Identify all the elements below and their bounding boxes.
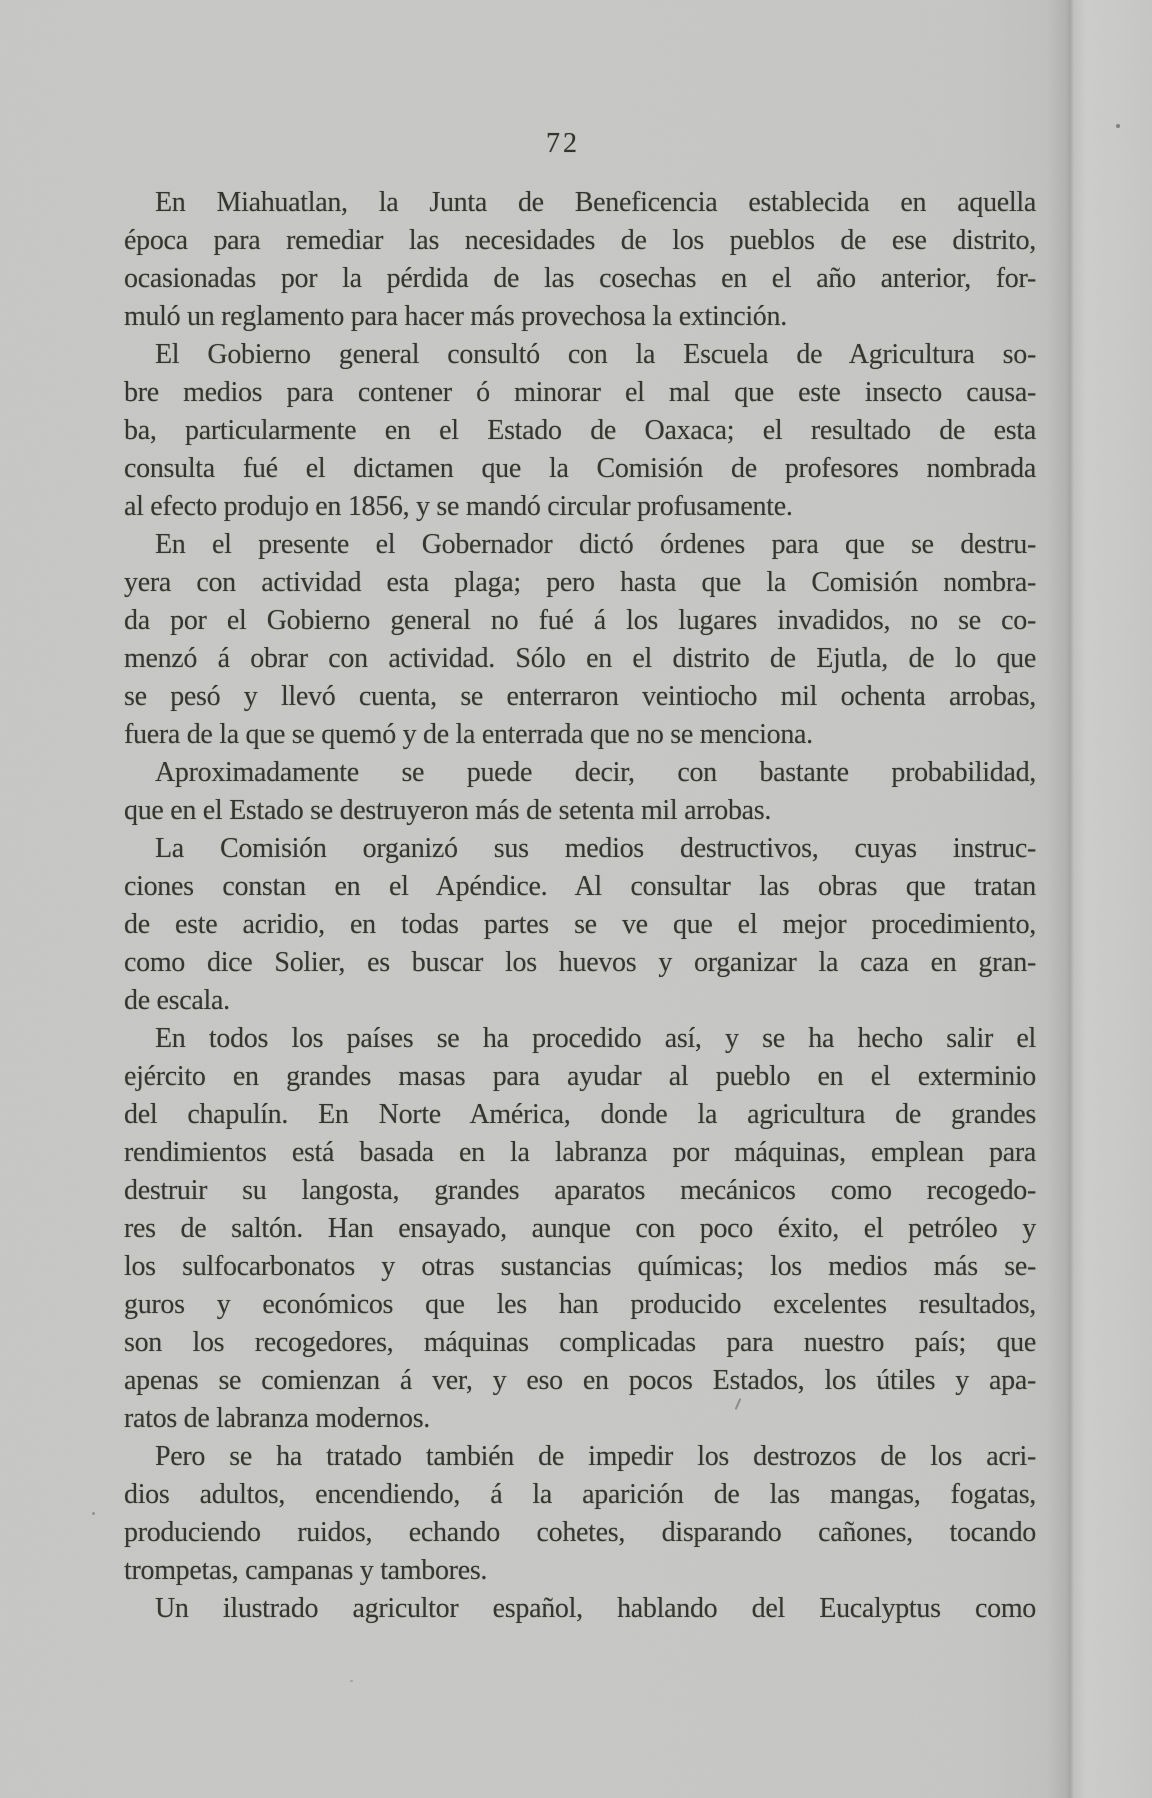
text-line: fuera de la que se quemó y de la enterrada que no se menciona. — [124, 719, 813, 750]
text-line: destruir su langosta, grandes aparatos mecánicos como recogedo- — [124, 1175, 1036, 1206]
text-line: Aproximadamente se puede decir, con bastante probabilidad, — [155, 757, 1036, 788]
text-line: muló un reglamento para hacer más provechosa la extinción. — [124, 301, 787, 332]
text-block — [124, 184, 1036, 1628]
text-line: consulta fué el dictamen que la Comisión de profesores nombrada — [124, 453, 1036, 484]
text-line: bre medios para contener ó minorar el mal que este insecto causa- — [124, 377, 1036, 408]
text-line: La Comisión organizó sus medios destructivos, cuyas instruc- — [155, 833, 1036, 864]
text-line: ciones constan en el Apéndice. Al consultar las obras que tratan — [124, 871, 1036, 902]
text-line: Pero se ha tratado también de impedir los destrozos de los acri- — [155, 1441, 1036, 1472]
text-line: da por el Gobierno general no fué á los lugares invadidos, no se co- — [124, 605, 1036, 636]
text-line: El Gobierno general consultó con la Escuela de Agricultura so- — [155, 339, 1036, 370]
text-line: como dice Solier, es buscar los huevos y organizar la caza en gran- — [124, 947, 1036, 978]
text-line: ratos de labranza modernos. — [124, 1403, 430, 1434]
text-line: apenas se comienzan á ver, y eso en pocos Estados, los útiles y apa- — [124, 1365, 1036, 1396]
text-line: guros y económicos que les han producido excelentes resultados, — [124, 1289, 1036, 1320]
text-line: que en el Estado se destruyeron más de setenta mil arrobas. — [124, 795, 772, 826]
text-line: En todos los países se ha procedido así, y se ha hecho salir el — [155, 1023, 1036, 1054]
text-line: Un ilustrado agricultor español, hablando del Eucalyptus como — [155, 1593, 1036, 1624]
text-line: produciendo ruidos, echando cohetes, disparando cañones, tocando — [124, 1517, 1036, 1548]
text-line: ba, particularmente en el Estado de Oaxaca; el resultado de esta — [124, 415, 1036, 446]
text-line: dios adultos, encendiendo, á la aparición de las mangas, fogatas, — [124, 1479, 1036, 1510]
text-line: al efecto produjo en 1856, y se mandó circular profusamente. — [124, 491, 793, 522]
text-line: En el presente el Gobernador dictó órdenes para que se destru- — [155, 529, 1036, 560]
text-line: se pesó y llevó cuenta, se enterraron veintiocho mil ochenta arrobas, — [124, 681, 1036, 712]
text-line: de este acridio, en todas partes se ve que el mejor procedimiento, — [124, 909, 1036, 940]
text-line: ejército en grandes masas para ayudar al pueblo en el exterminio — [124, 1061, 1036, 1092]
text-line: de escala. — [124, 985, 230, 1016]
text-line: res de saltón. Han ensayado, aunque con poco éxito, el petróleo y — [124, 1213, 1036, 1244]
text-line: menzó á obrar con actividad. Sólo en el distrito de Ejutla, de lo que — [124, 643, 1036, 674]
scan-speck — [350, 1680, 353, 1682]
text-line: trompetas, campanas y tambores. — [124, 1555, 488, 1586]
text-line: del chapulín. En Norte América, donde la agricultura de grandes — [124, 1099, 1036, 1130]
text-line: época para remediar las necesidades de los pueblos de ese distrito, — [124, 225, 1036, 256]
text-line: ocasionadas por la pérdida de las cosechas en el año anterior, for- — [124, 263, 1036, 294]
page-number: 72 — [546, 128, 580, 159]
scan-speck — [1116, 124, 1120, 128]
text-line: son los recogedores, máquinas complicadas para nuestro país; que — [124, 1327, 1036, 1358]
text-line: rendimientos está basada en la labranza por máquinas, emplean para — [124, 1137, 1036, 1168]
text-line: los sulfocarbonatos y otras sustancias químicas; los medios más se- — [124, 1251, 1036, 1282]
text-line: yera con actividad esta plaga; pero hasta que la Comisión nombra- — [124, 567, 1036, 598]
text-line: En Miahuatlan, la Junta de Beneficencia establecida en aquella — [155, 187, 1036, 218]
scan-speck — [92, 1512, 95, 1515]
